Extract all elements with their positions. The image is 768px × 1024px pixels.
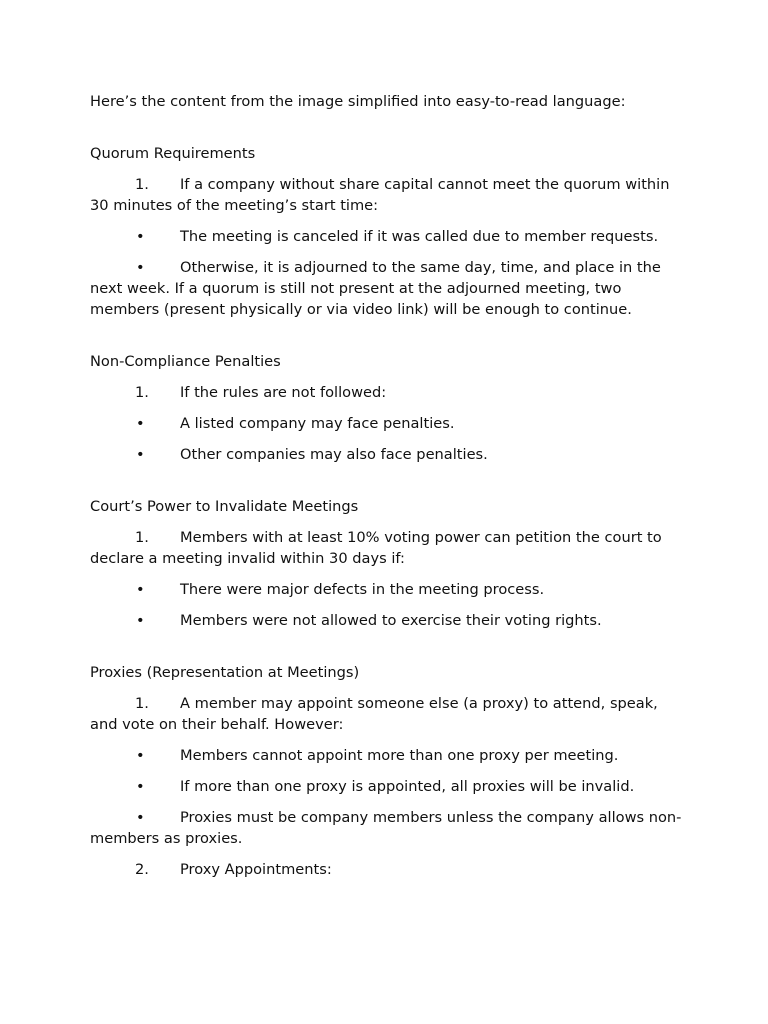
bullet-item [90,413,686,434]
list-marker: 1. [135,384,149,401]
section-penalties [90,351,686,465]
item-text: The meeting is canceled if it was called due to member requests. [180,228,659,245]
item-text: Members were not allowed to exercise their voting rights. [180,612,602,629]
item-text: If a company without share capital cannot meet the quorum within 30 minutes of the meeting’s start time: [90,176,670,214]
section-proxies [90,662,686,880]
bullet-icon: • [136,747,145,764]
item-text: There were major defects in the meeting process. [180,581,545,598]
section-court-power [90,496,686,631]
item-text: Otherwise, it is adjourned to the same day, time, and place in the next week. If a quorum is still not present at the adjourned meeting, two members (present physically or via video link) will be enough to continue. [90,259,661,318]
bullet-icon: • [136,612,145,629]
bullet-item [90,807,686,849]
numbered-item [90,859,686,880]
section-quorum [90,143,686,320]
bullet-icon: • [136,415,145,432]
bullet-item [90,776,686,797]
bullet-icon: • [136,778,145,795]
item-text: If the rules are not followed: [180,384,387,401]
item-text: A member may appoint someone else (a proxy) to attend, speak, and vote on their behalf. However: [90,695,658,733]
intro-text: Here’s the content from the image simplified into easy-to-read language: [90,93,626,110]
bullet-item [90,226,686,247]
bullet-icon: • [136,581,145,598]
bullet-item [90,610,686,631]
item-text: Proxy Appointments: [180,861,332,878]
list-marker: 2. [135,861,149,878]
item-text: Members cannot appoint more than one proxy per meeting. [180,747,619,764]
section-heading: Quorum Requirements [90,145,256,162]
list-marker: 1. [135,695,149,712]
numbered-item [90,382,686,403]
bullet-item [90,257,686,320]
bullet-icon: • [136,446,145,463]
section-heading: Proxies (Representation at Meetings) [90,664,360,681]
list-marker: 1. [135,176,149,193]
bullet-item [90,579,686,600]
numbered-item [90,693,686,735]
list-marker: 1. [135,529,149,546]
document-page [90,91,686,890]
numbered-item [90,527,686,569]
numbered-item [90,174,686,216]
item-text: If more than one proxy is appointed, all proxies will be invalid. [180,778,635,795]
item-text: Members with at least 10% voting power can petition the court to declare a meeting invalid within 30 days if: [90,529,662,567]
bullet-icon: • [136,809,145,826]
item-text: A listed company may face penalties. [180,415,455,432]
item-text: Other companies may also face penalties. [180,446,488,463]
bullet-item [90,745,686,766]
section-heading: Non-Compliance Penalties [90,353,281,370]
bullet-icon: • [136,259,145,276]
bullet-icon: • [136,228,145,245]
bullet-item [90,444,686,465]
item-text: Proxies must be company members unless the company allows non-members as proxies. [90,809,682,847]
section-heading: Court’s Power to Invalidate Meetings [90,498,359,515]
